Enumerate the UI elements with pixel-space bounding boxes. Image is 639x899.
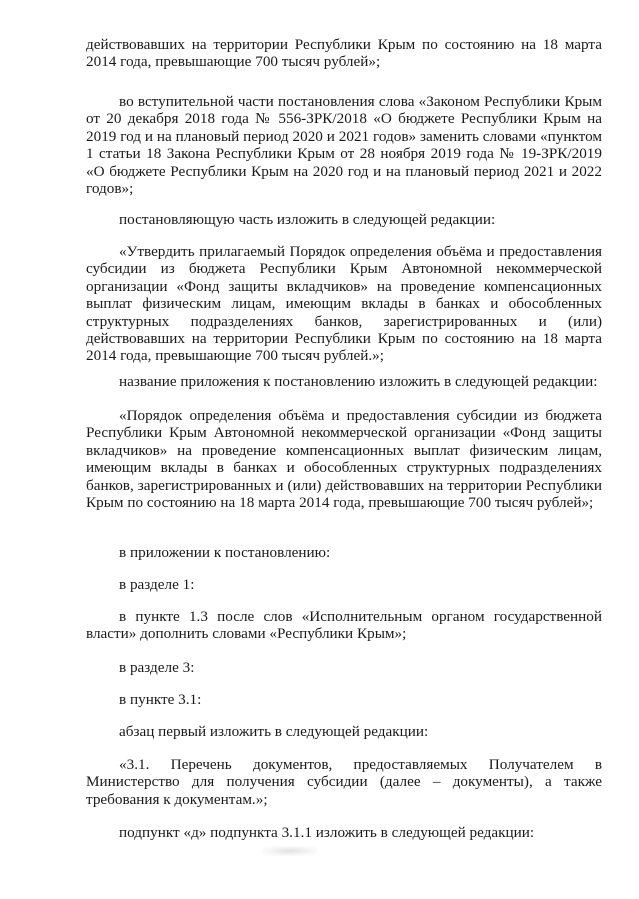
paragraph-preamble-change: во вступительной части постановления слова «Законом Республики Крым от 20 декабря 2018 года № 556-ЗРК/2018 «О бюджете Республики Крым на 2019 год и на плановый период 2020 и 2021 годов» заменить словами «пунктом 1 статьи 18 Закона Республики Крым от 28 ноября 2019 года № 19-ЗРК/2019 «О бюджете Республики Крым на 2020 год и на плановый период 2021 и 2022 годов»; — [86, 93, 602, 198]
paragraph-continuation: действовавших на территории Республики Крым по состоянию на 18 марта 2014 года, превышающие 700 тысяч рублей»; — [86, 36, 602, 71]
paragraph-operative-part-heading: постановляющую часть изложить в следующей редакции: — [119, 211, 496, 228]
paragraph-operative-part-text: «Утвердить прилагаемый Порядок определения объёма и предоставления субсидии из бюджета Республики Крым Автономной некоммерческой организации «Фонд защиты вкладчиков» на проведение компенсационных выплат физическим лицам, имеющим вклады в банках и обособленных структурных подразделениях банков, зарегистрированных и (или) действовавших на территории Республики Крым по состоянию на 18 марта 2014 года, превышающие 700 тысяч рублей.»; — [86, 243, 602, 365]
paragraph-clause-3-1: в пункте 3.1: — [119, 691, 202, 708]
paragraph-subclause-d: подпункт «д» подпункта 3.1.1 изложить в следующей редакции: — [119, 824, 535, 841]
paragraph-section-3: в разделе 3: — [119, 659, 195, 676]
paragraph-appendix-title-text: «Порядок определения объёма и предоставления субсидии из бюджета Республики Крым Автономной некоммерческой организации «Фонд защиты вкладчиков» на проведение компенсационных выплат физическим лицам, имеющим вклады в банках и обособленных структурных подразделениях банков, зарегистрированных и (или) действовавших на территории Республики Крым по состоянию на 18 марта 2014 года, превышающие 700 тысяч рублей»; — [86, 407, 602, 512]
paragraph-clause-3-1-text: «3.1. Перечень документов, предоставляемых Получателем в Министерство для получения субсидии (далее – документы), а также требования к документам.»; — [86, 756, 602, 808]
paragraph-clause-1-3: в пункте 1.3 после слов «Исполнительным органом государственной власти» дополнить словами «Республики Крым»; — [86, 608, 602, 643]
paragraph-first-paragraph-heading: абзац первый изложить в следующей редакции: — [119, 723, 429, 740]
scan-smudge — [262, 846, 318, 856]
paragraph-appendix-title-heading: название приложения к постановлению изложить в следующей редакции: — [119, 373, 598, 390]
paragraph-in-appendix: в приложении к постановлению: — [119, 544, 331, 561]
paragraph-section-1: в разделе 1: — [119, 576, 195, 593]
